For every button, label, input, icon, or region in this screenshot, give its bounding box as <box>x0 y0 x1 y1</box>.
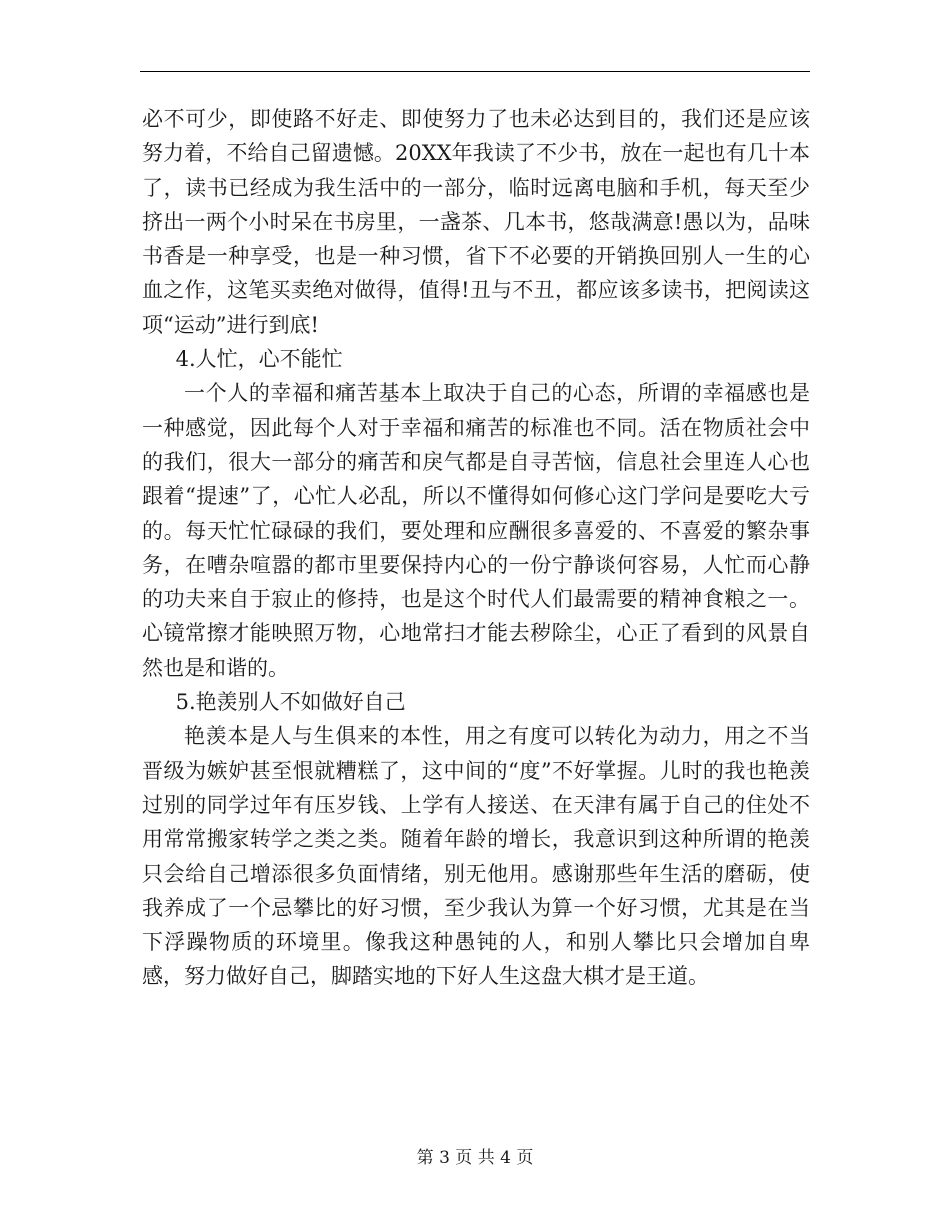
document-body <box>142 102 810 994</box>
paragraph-section-5: 艳羡本是人与生俱来的本性，用之有度可以转化为动力，用之不当晋级为嫉妒甚至恨就糟糕了，这中间的“度”不好掌握。儿时的我也艳羡过别的同学过年有压岁钱、上学有人接送、在天津有属于自己的住处不用常常搬家转学之类之类。随着年龄的增长，我意识到这种所谓的艳羡只会给自己增添很多负面情绪，别无他用。感谢那些年生活的磨砺，使我养成了一个忌攀比的好习惯，至少我认为算一个好习惯，尤其是在当下浮躁物质的环境里。像我这种愚钝的人，和别人攀比只会增加自卑感，努力做好自己，脚踏实地的下好人生这盘大棋才是王道。 <box>142 724 810 989</box>
section-heading-5: 5.艳羡别人不如做好自己 <box>175 690 406 715</box>
paragraph-continued: 必不可少，即使路不好走、即使努力了也未必达到目的，我们还是应该努力着，不给自己留遗憾。20XX年我读了不少书，放在一起也有几十本了，读书已经成为我生活中的一部分，临时远离电脑和手机，每天至少挤出一两个小时呆在书房里，一盏茶、几本书，悠哉满意!愚以为，品味书香是一种享受，也是一种习惯，省下不必要的开销换回别人一生的心血之作，这笔买卖绝对做得，值得!丑与不丑，都应该多读书，把阅读这项“运动”进行到底! <box>142 107 810 337</box>
header-rule <box>140 71 810 72</box>
paragraph-section-4: 一个人的幸福和痛苦基本上取决于自己的心态，所谓的幸福感也是一种感觉，因此每个人对于幸福和痛苦的标准也不同。活在物质社会中的我们，很大一部分的痛苦和戾气都是自寻苦恼，信息社会里连人心也跟着“提速”了，心忙人必乱，所以不懂得如何修心这门学问是要吃大亏的。每天忙忙碌碌的我们，要处理和应酬很多喜爱的、不喜爱的繁杂事务，在嘈杂喧嚣的都市里要保持内心的一份宁静谈何容易，人忙而心静的功夫来自于寂止的修持，也是这个时代人们最需要的精神食粮之一。心镜常擦才能映照万物，心地常扫才能去秽除尘，心正了看到的风景自然也是和谐的。 <box>142 381 810 680</box>
page-number-footer: 第 3 页 共 4 页 <box>416 1148 534 1168</box>
section-heading-4: 4.人忙，心不能忙 <box>175 347 343 372</box>
